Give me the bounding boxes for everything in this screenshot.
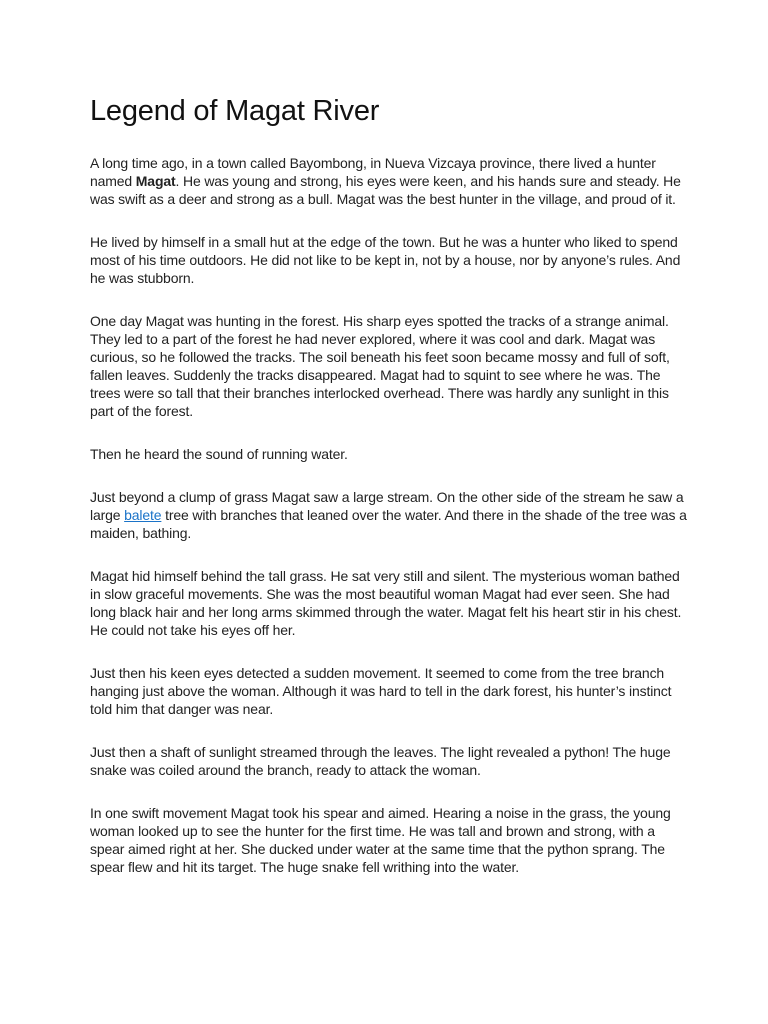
paragraph-5 (90, 488, 690, 542)
hunter-name-bold: Magat (135, 173, 176, 189)
paragraph-9: In one swift movement Magat took his spear and aimed. Hearing a noise in the grass, the young woman looked up to see the hunter for the first time. He was tall and brown and strong, with a spear aimed right at her. She ducked under water at the same time that the python sprang. The spear flew and hit its target. The huge snake fell writhing into the water. (90, 805, 671, 875)
paragraph-1-text-before: A long time ago, in a town called Bayombong, in Nueva Vizcaya province, there lived a hunter named (90, 155, 656, 189)
paragraph-8: Just then a shaft of sunlight streamed through the leaves. The light revealed a python! The huge snake was coiled around the branch, ready to attack the woman. (90, 744, 671, 778)
paragraph-3: One day Magat was hunting in the forest. His sharp eyes spotted the tracks of a strange animal. They led to a part of the forest he had never explored, where it was cool and dark. Magat was curious, so he followed the tracks. The soil beneath his feet soon became mossy and full of soft, fallen leaves. Suddenly the tracks disappeared. Magat had to squint to see where he was. The trees were so tall that their branches interlocked overhead. There was hardly any sunlight in this part of the forest. (90, 313, 670, 419)
paragraph-7: Just then his keen eyes detected a sudden movement. It seemed to come from the tree branch hanging just above the woman. Although it was hard to tell in the dark forest, his hunter’s instinct told him that danger was near. (90, 665, 672, 717)
paragraph-1 (90, 154, 690, 208)
paragraph-4: Then he heard the sound of running water. (90, 446, 348, 462)
paragraph-2: He lived by himself in a small hut at the edge of the town. But he was a hunter who liked to spend most of his time outdoors. He did not like to be kept in, not by a house, nor by anyone’s rules. And he was stubborn. (90, 234, 681, 286)
paragraph-5-text-before: Just beyond a clump of grass Magat saw a large stream. On the other side of the stream he saw a large (90, 489, 684, 523)
page-title: Legend of Magat River (90, 95, 380, 127)
paragraph-5-text-after: tree with branches that leaned over the water. And there in the shade of the tree was a maiden, bathing. (90, 507, 687, 541)
paragraph-6: Magat hid himself behind the tall grass. He sat very still and silent. The mysterious woman bathed in slow graceful movements. She was the most beautiful woman Magat had ever seen. She had long black hair and her long arms skimmed through the water. Magat felt his heart stir in his chest. He could not take his eyes off her. (90, 568, 682, 638)
paragraph-1-text-after: . He was young and strong, his eyes were keen, and his hands sure and steady. He was swift as a deer and strong as a bull. Magat was the best hunter in the village, and proud of it. (90, 173, 681, 207)
document-page (90, 92, 690, 901)
balete-link[interactable]: balete (124, 507, 162, 523)
